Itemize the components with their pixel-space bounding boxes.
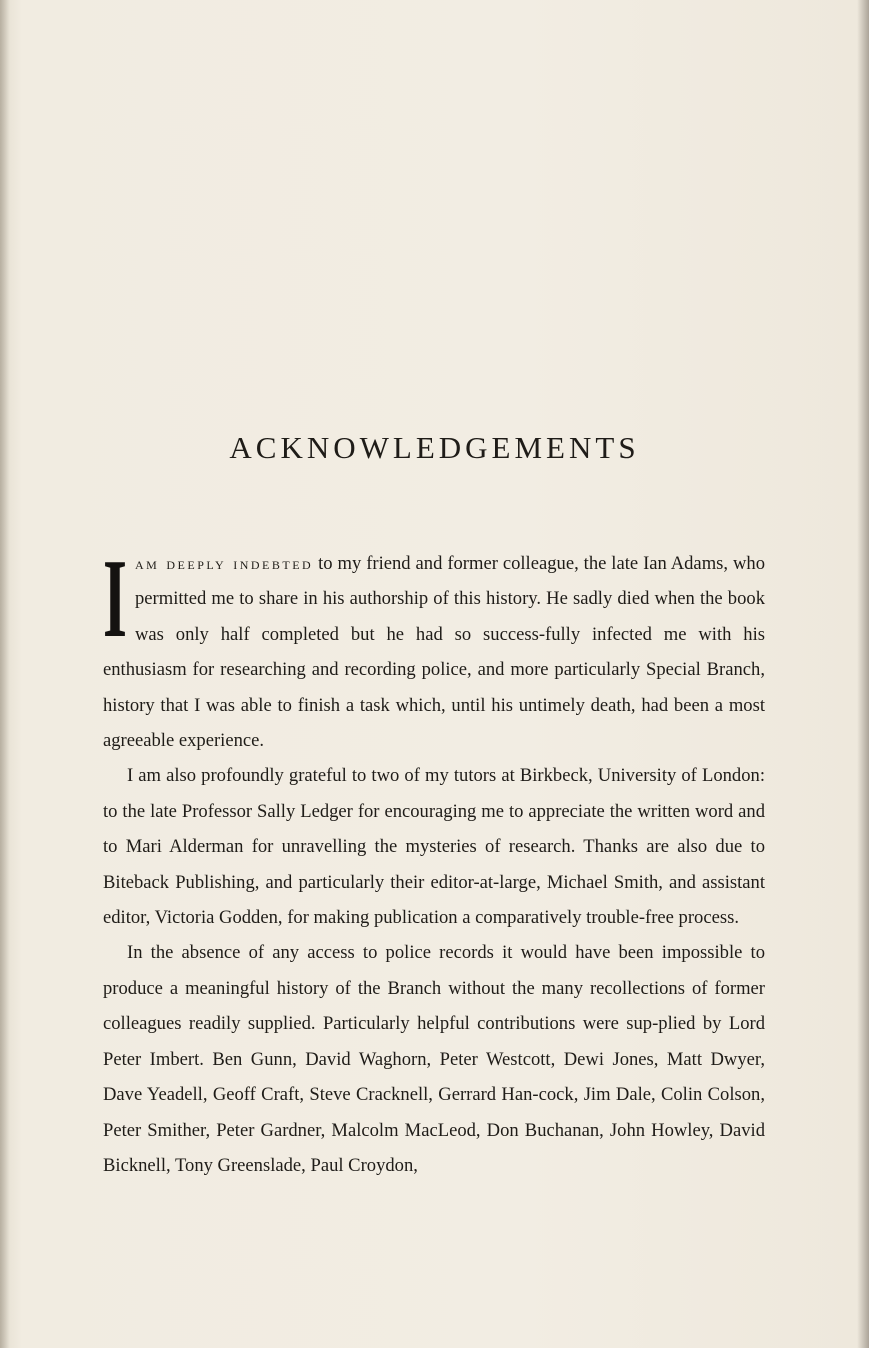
page-heading: ACKNOWLEDGEMENTS (229, 430, 640, 465)
paragraph-1-text: to my friend and former colleague, the late Ian Adams, who permitted me to share in his authorship of this history. He sadly died when the book was only half completed but he had so success-fully infected me with his enthusiasm for researching and recording police, and more particularly Special Branch, history that I was able to finish a task which, until his untimely death, had been a most agreeable experience. (103, 553, 765, 752)
body-text (103, 537, 765, 1183)
drop-cap-letter: I (103, 537, 127, 661)
paragraph-1 (103, 537, 765, 758)
lead-in-small-caps: am deeply indebted (135, 554, 314, 573)
paragraph-2: I am also profoundly grateful to two of my tutors at Birkbeck, University of London: to the late Professor Sally Ledger for encouraging me to appreciate the written word and to Mari Alderman for unravelling the mysteries of research. Thanks are also due to Biteback Publishing, and particularly their editor-at-large, Michael Smith, and assistant editor, Victoria Godden, for making publication a comparatively trouble-free process. (103, 765, 765, 929)
paragraph-3: In the absence of any access to police records it would have been impossible to produce a meaningful history of the Branch without the many recollections of former colleagues readily supplied. Particularly helpful contributions were sup-plied by Lord Peter Imbert. Ben Gunn, David Waghorn, Peter Westcott, Dewi Jones, Matt Dwyer, Dave Yeadell, Geoff Craft, Steve Cracknell, Gerrard Han-cock, Jim Dale, Colin Colson, Peter Smither, Peter Gardner, Malcolm MacLeod, Don Buchanan, John Howley, David Bicknell, Tony Greenslade, Paul Croydon, (103, 942, 765, 1176)
page-edge-shadow (857, 0, 869, 1348)
spine-shadow (0, 0, 10, 1348)
